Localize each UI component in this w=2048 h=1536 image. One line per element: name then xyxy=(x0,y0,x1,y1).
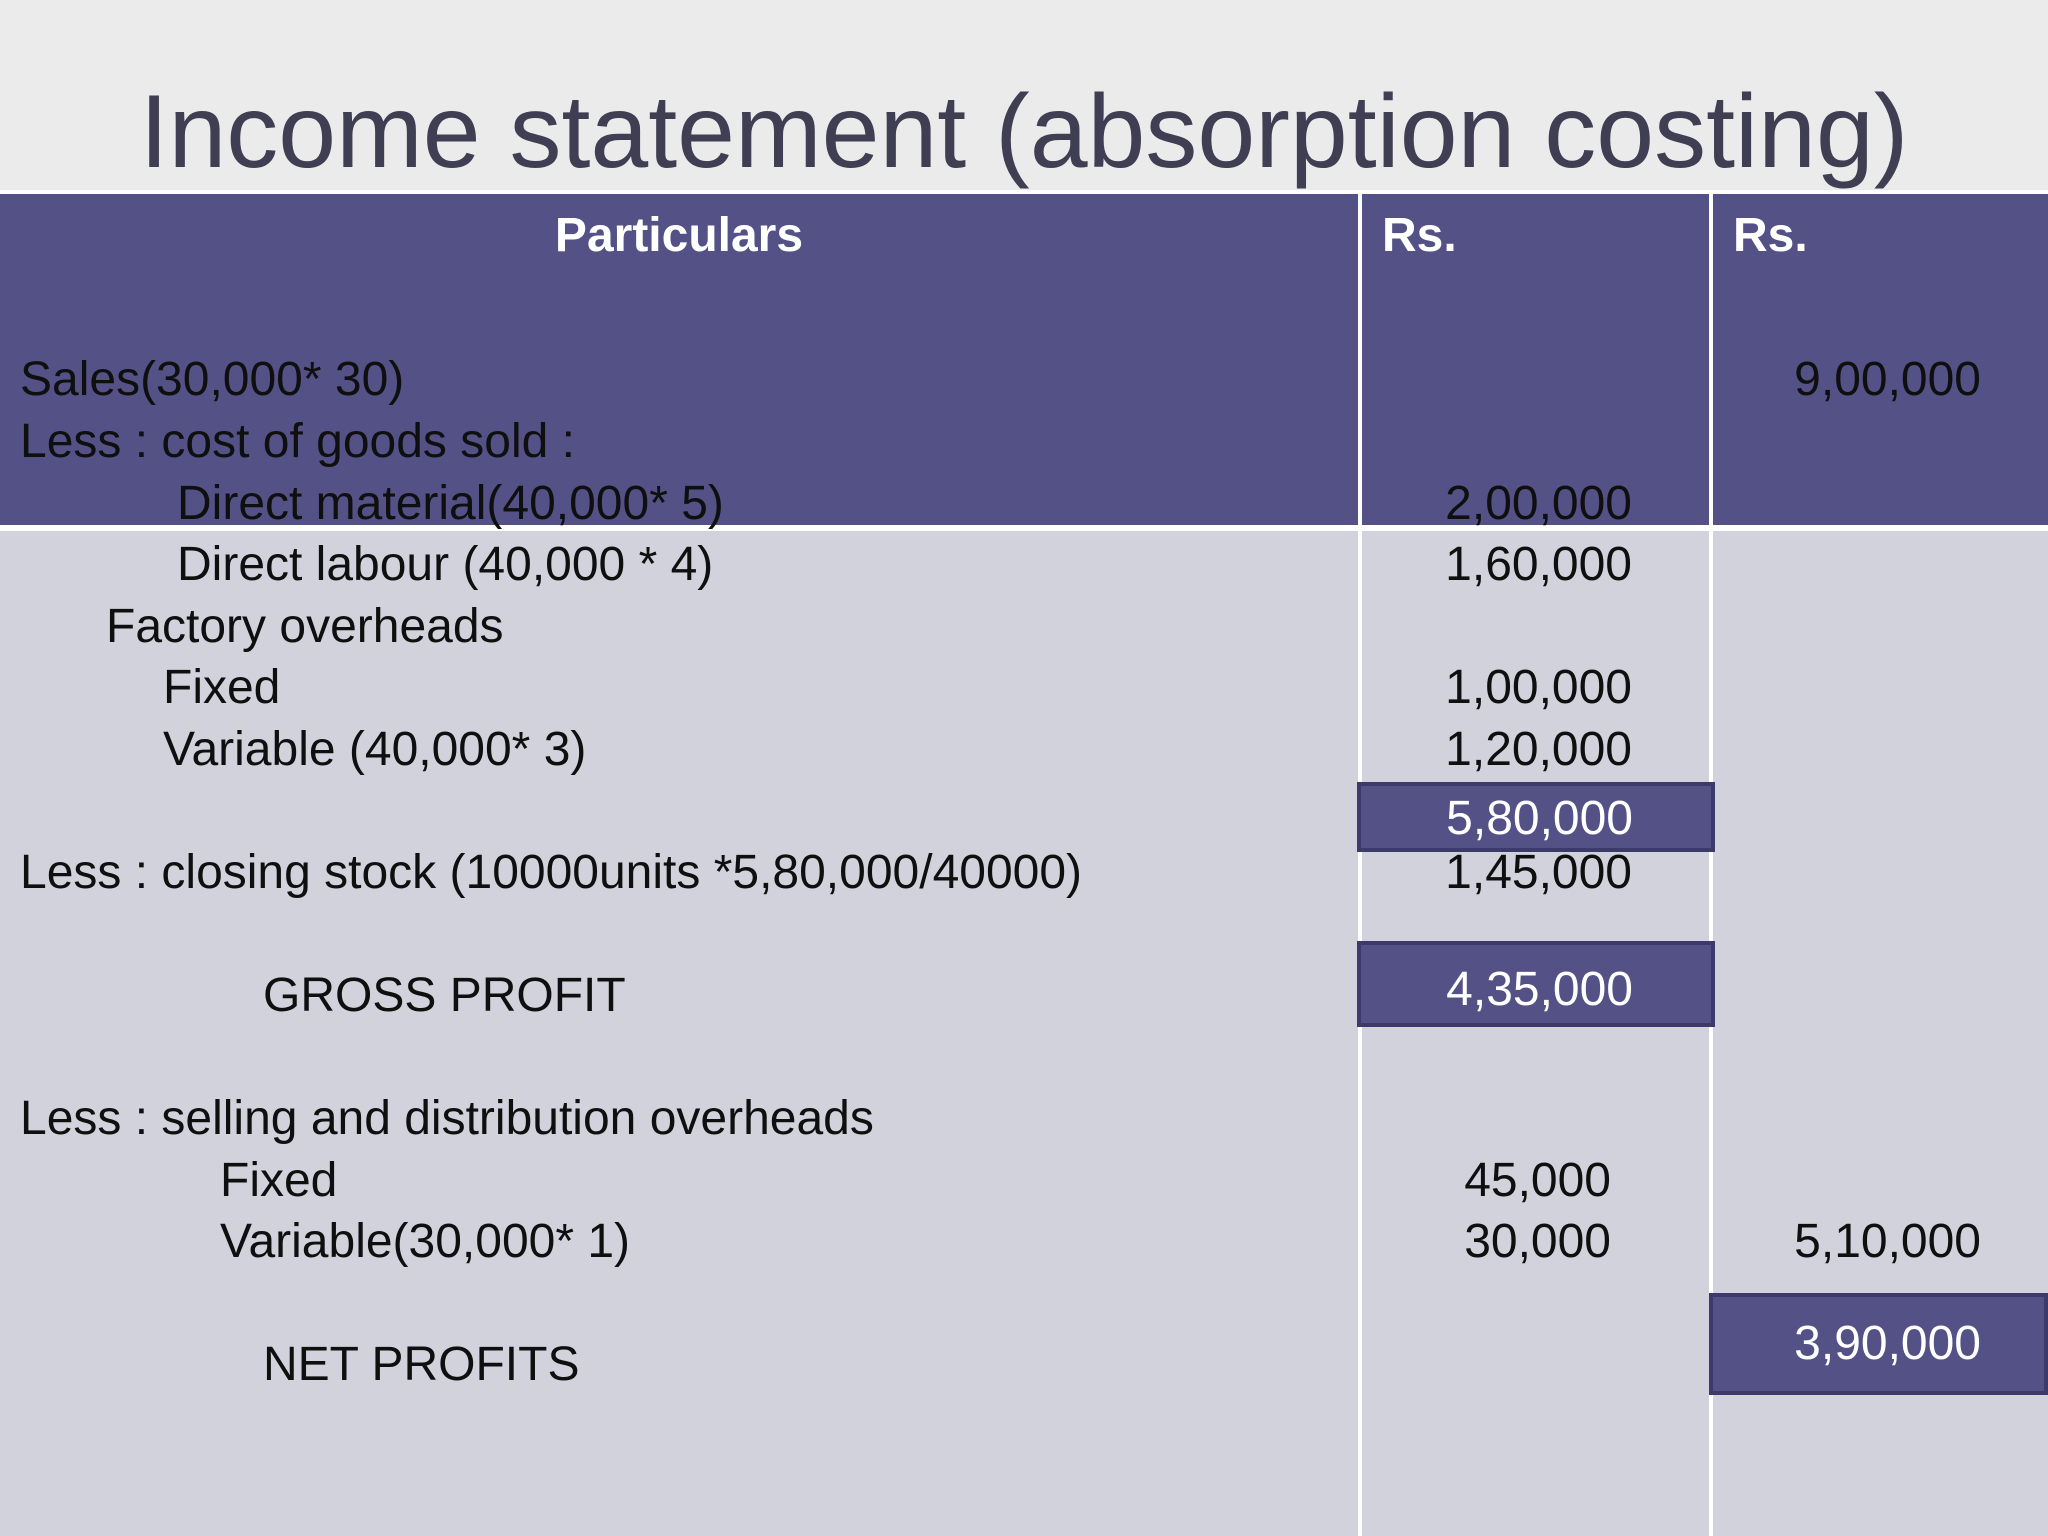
cogs-label: Less : cost of goods sold : xyxy=(20,415,575,468)
direct-material-label: Direct material(40,000* 5) xyxy=(177,477,724,530)
subtotal-box xyxy=(1357,782,1715,852)
net-profits-label: NET PROFITS xyxy=(263,1338,580,1391)
sales-label: Sales(30,000* 30) xyxy=(20,353,405,406)
gross-profit-box xyxy=(1357,941,1715,1027)
sd-overheads-label: Less : selling and distribution overheads xyxy=(20,1092,874,1145)
fixed-factory-overheads-value: 1,00,000 xyxy=(1445,661,1632,714)
fixed-sd-overheads-label: Fixed xyxy=(220,1154,338,1207)
variable-sd-overheads-value: 30,000 xyxy=(1464,1215,1611,1268)
sales-value: 9,00,000 xyxy=(1794,353,1981,406)
fixed-factory-overheads-label: Fixed xyxy=(163,661,281,714)
fixed-sd-overheads-value: 45,000 xyxy=(1464,1154,1611,1207)
slide-title: Income statement (absorption costing) xyxy=(139,74,1909,190)
header-particulars: Particulars xyxy=(0,194,1358,525)
header-rs-1: Rs. xyxy=(1362,194,1709,525)
variable-factory-overheads-label: Variable (40,000* 3) xyxy=(163,723,587,776)
closing-stock-value: 1,45,000 xyxy=(1445,846,1632,899)
subtotal-value: 5,80,000 xyxy=(1446,792,1633,845)
net-profits-value: 3,90,000 xyxy=(1794,1317,1981,1370)
net-profits-box xyxy=(1709,1293,2048,1395)
gross-profit-label: GROSS PROFIT xyxy=(263,969,626,1022)
variable-factory-overheads-value: 1,20,000 xyxy=(1445,723,1632,776)
direct-labour-value: 1,60,000 xyxy=(1445,538,1632,591)
closing-stock-label: Less : closing stock (10000units *5,80,000/40000) xyxy=(20,846,1083,899)
variable-sd-overheads-label: Variable(30,000* 1) xyxy=(220,1215,631,1268)
direct-labour-label: Direct labour (40,000 * 4) xyxy=(177,538,714,591)
header-rs-2: Rs. xyxy=(1713,194,2048,525)
sd-overheads-total-value: 5,10,000 xyxy=(1794,1215,1981,1268)
factory-overheads-label: Factory overheads xyxy=(106,600,504,653)
gross-profit-value: 4,35,000 xyxy=(1446,963,1633,1016)
direct-material-value: 2,00,000 xyxy=(1445,477,1632,530)
